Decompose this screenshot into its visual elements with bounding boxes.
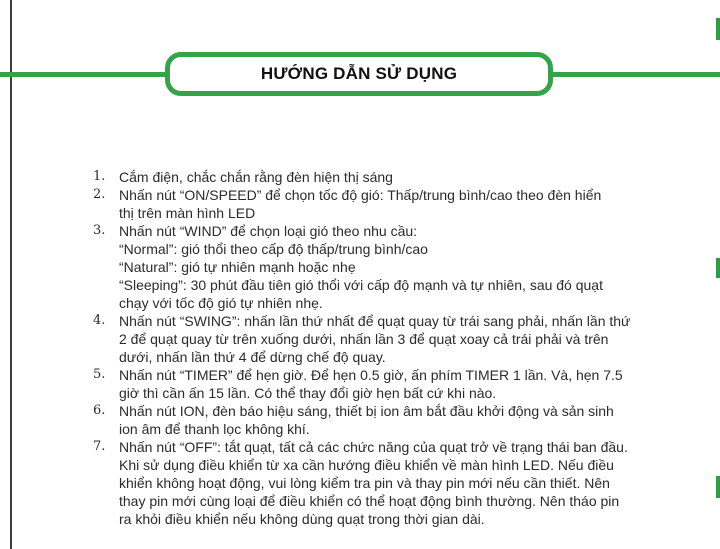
step-text-line: Nhấn nút ION, đèn báo hiệu sáng, thiết bị ion âm bắt đầu khởi động và sản sinh xyxy=(119,403,614,419)
step-text xyxy=(119,168,633,186)
instruction-step xyxy=(93,402,633,438)
step-number: 7. xyxy=(93,439,106,454)
instruction-step xyxy=(93,366,633,402)
instruction-step xyxy=(93,186,633,222)
step-text-line: thị trên màn hình LED xyxy=(119,205,256,221)
step-text xyxy=(119,186,633,222)
step-number: 5. xyxy=(93,367,106,382)
step-text-line: ion âm để thanh lọc không khí. xyxy=(119,421,310,437)
step-text-line: dưới, nhấn lần thứ 4 để dừng chế độ quay. xyxy=(119,349,386,365)
step-number: 1. xyxy=(93,169,106,184)
step-text xyxy=(119,222,633,312)
step-text-line: 2 để quạt quay từ trên xuống dưới, nhấn lần 3 để quạt xoay cả trái phải và trên xyxy=(119,331,609,347)
side-tab-marker xyxy=(716,18,720,40)
step-text xyxy=(119,366,633,402)
step-text-line: “Sleeping”: 30 phút đầu tiên gió thổi với cấp độ mạnh và tự nhiên, sau đó quạt xyxy=(119,277,603,293)
instruction-step xyxy=(93,312,633,366)
step-text-line: Nhấn nút “ON/SPEED” để chọn tốc độ gió: Thấp/trung bình/cao theo đèn hiển xyxy=(119,187,602,203)
step-text-line: giờ thì cần ấn 15 lần. Có thể thay đổi giờ hẹn bất cứ khi nào. xyxy=(119,385,497,401)
step-text-line: “Normal”: gió thổi theo cấp độ thấp/trung bình/cao xyxy=(119,241,428,257)
step-text-line: Cắm điện, chắc chắn rằng đèn hiện thị sáng xyxy=(119,169,393,185)
step-text-line: Khi sử dụng điều khiển từ xa cần hướng điều khiển về màn hình LED. Nếu điều xyxy=(119,457,614,473)
step-text-line: khiển không hoạt động, vui lòng kiểm tra pin và thay pin mới nếu cần thiết. Nên xyxy=(119,475,610,491)
step-text xyxy=(119,402,633,438)
instruction-step xyxy=(93,438,633,528)
title-banner xyxy=(165,52,553,96)
side-tab-marker xyxy=(716,258,720,278)
page-title: HƯỚNG DẪN SỬ DỤNG xyxy=(260,64,458,83)
step-text-line: Nhấn nút “OFF”: tắt quạt, tất cả các chức năng của quạt trở về trạng thái ban đầu. xyxy=(119,439,628,455)
step-number: 4. xyxy=(93,313,106,328)
instruction-list xyxy=(93,168,633,528)
instruction-step xyxy=(93,168,633,186)
step-text xyxy=(119,312,633,366)
step-text-line: chạy với tốc độ gió tự nhiên nhẹ. xyxy=(119,295,323,311)
step-text xyxy=(119,438,633,528)
step-text-line: Nhấn nút “WIND” để chọn loại gió theo nhu cầu: xyxy=(119,223,418,239)
step-number: 3. xyxy=(93,223,106,238)
side-tab-marker xyxy=(716,476,720,498)
step-number: 2. xyxy=(93,187,106,202)
step-text-line: ra khỏi điều khiển nếu không dùng quạt trong thời gian dài. xyxy=(119,511,485,527)
instruction-step xyxy=(93,222,633,312)
step-text-line: Nhấn nút “SWING”: nhấn lần thứ nhất để quạt quay từ trái sang phải, nhấn lần thứ xyxy=(119,313,631,329)
step-text-line: “Natural”: gió tự nhiên mạnh hoặc nhẹ xyxy=(119,259,356,275)
step-number: 6. xyxy=(93,403,106,418)
step-text-line: thay pin mới cùng loại để điều khiển có thể hoạt động bình thường. Nên tháo pin xyxy=(119,493,620,509)
step-text-line: Nhấn nút “TIMER” để hẹn giờ. Để hẹn 0.5 giờ, ấn phím TIMER 1 lần. Và, hẹn 7.5 xyxy=(119,367,623,383)
page-margin-rule xyxy=(10,0,12,549)
